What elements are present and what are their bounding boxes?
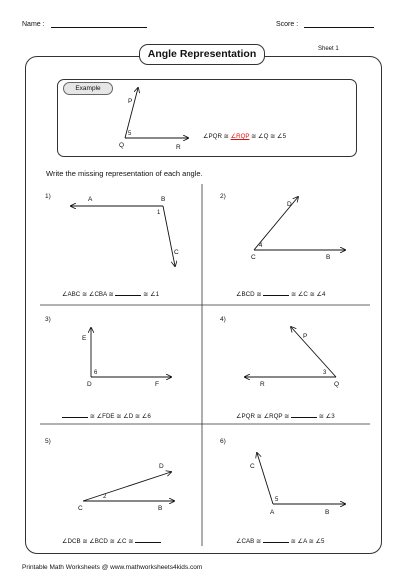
problem-6-label-c: C bbox=[250, 463, 255, 470]
problem-6-number: 6) bbox=[220, 438, 226, 445]
problem-5-label-d: D bbox=[159, 463, 164, 470]
problem-4-label-r: R bbox=[260, 381, 265, 388]
problem-3-answer bbox=[62, 412, 151, 420]
problem-2-answer-pre: ∠BCD ≅ bbox=[236, 291, 264, 298]
problem-2-angle-number: 4 bbox=[259, 243, 263, 249]
problem-1-label-a: A bbox=[88, 196, 93, 203]
example-label-r: R bbox=[176, 144, 181, 151]
example-answer bbox=[203, 133, 286, 140]
problem-5-number: 5) bbox=[45, 438, 51, 445]
example-answer-post: ≅ ∠Q ≅ ∠5 bbox=[249, 133, 287, 140]
problem-1-label-c: C bbox=[174, 249, 179, 256]
problem-4-angle-number: 3 bbox=[323, 370, 327, 376]
example-label-q: Q bbox=[119, 142, 125, 149]
problem-5-diagram bbox=[45, 438, 174, 512]
problem-4-label-p: P bbox=[303, 333, 308, 340]
problem-6-label-b: B bbox=[325, 509, 330, 516]
problem-2-number: 2) bbox=[220, 193, 226, 200]
problem-3-label-d: D bbox=[87, 381, 92, 388]
problem-5-answer-pre: ∠DCB ≅ ∠BCD ≅ ∠C ≅ bbox=[62, 538, 136, 545]
example-answer-red: ∠RQP bbox=[230, 133, 250, 140]
problem-6-answer-post: ≅ ∠A ≅ ∠5 bbox=[288, 538, 325, 545]
example-diagram bbox=[119, 88, 188, 151]
problem-1-angle-number: 1 bbox=[157, 210, 161, 216]
problem-3-angle-number: 6 bbox=[94, 370, 98, 376]
problem-6-answer-pre: ∠CAB ≅ bbox=[236, 538, 263, 545]
problem-1-answer bbox=[62, 290, 159, 298]
problem-3-diagram bbox=[45, 316, 171, 388]
problem-3-label-f: F bbox=[155, 381, 159, 388]
problem-1-diagram bbox=[45, 193, 179, 266]
problem-6-answer bbox=[236, 537, 324, 545]
problem-2-answer-post: ≅ ∠C ≅ ∠4 bbox=[289, 291, 326, 298]
problem-2-label-c: C bbox=[251, 254, 256, 261]
problem-3-blank[interactable] bbox=[62, 412, 88, 418]
problem-4-answer-pre: ∠PQR ≅ ∠RQP ≅ bbox=[236, 413, 292, 420]
example-tag: Example bbox=[63, 82, 113, 95]
problem-4-answer bbox=[236, 412, 335, 420]
sheet-label: Sheet 1 bbox=[318, 46, 339, 52]
example-label-p: P bbox=[128, 98, 133, 105]
problem-6-blank[interactable] bbox=[263, 537, 289, 543]
problem-6-angle-number: 5 bbox=[275, 497, 279, 503]
problem-5-blank[interactable] bbox=[135, 537, 161, 543]
footer-credit: Printable Math Worksheets @ www.mathworksheets4kids.com bbox=[22, 564, 203, 571]
name-label: Name : bbox=[22, 21, 45, 28]
problem-5-angle-number: 2 bbox=[103, 494, 107, 500]
problem-5-label-c: C bbox=[78, 505, 83, 512]
problem-4-blank[interactable] bbox=[291, 412, 317, 418]
problem-1-blank[interactable] bbox=[115, 290, 141, 296]
problem-1-answer-post: ≅ ∠1 bbox=[141, 291, 160, 298]
problem-5-label-b: B bbox=[158, 505, 163, 512]
instruction-text: Write the missing representation of each angle. bbox=[46, 169, 203, 178]
example-angle-number: 5 bbox=[128, 131, 132, 137]
problem-1-label-b: B bbox=[161, 196, 166, 203]
problem-2-blank[interactable] bbox=[263, 290, 289, 296]
problem-3-answer-post: ≅ ∠FDE ≅ ∠D ≅ ∠6 bbox=[88, 413, 151, 420]
worksheet-title: Angle Representation bbox=[139, 44, 265, 65]
problem-2-answer bbox=[236, 290, 325, 298]
problem-2-diagram bbox=[220, 193, 345, 261]
problem-2-label-d: D bbox=[287, 201, 292, 208]
problem-6-diagram bbox=[220, 438, 345, 516]
problem-2-label-b: B bbox=[326, 254, 331, 261]
problem-4-answer-post: ≅ ∠3 bbox=[317, 413, 335, 420]
problem-4-diagram bbox=[220, 316, 339, 388]
score-label: Score : bbox=[276, 21, 299, 28]
problem-1-answer-pre: ∠ABC ≅ ∠CBA ≅ bbox=[62, 291, 116, 298]
example-answer-pre: ∠PQR ≅ bbox=[203, 133, 231, 140]
problem-5-answer bbox=[62, 537, 161, 545]
problem-6-label-a: A bbox=[270, 509, 275, 516]
problem-4-number: 4) bbox=[220, 316, 226, 323]
problem-1-number: 1) bbox=[45, 193, 51, 200]
problem-3-label-e: E bbox=[82, 335, 87, 342]
problem-3-number: 3) bbox=[45, 316, 51, 323]
problem-4-label-q: Q bbox=[334, 381, 340, 388]
